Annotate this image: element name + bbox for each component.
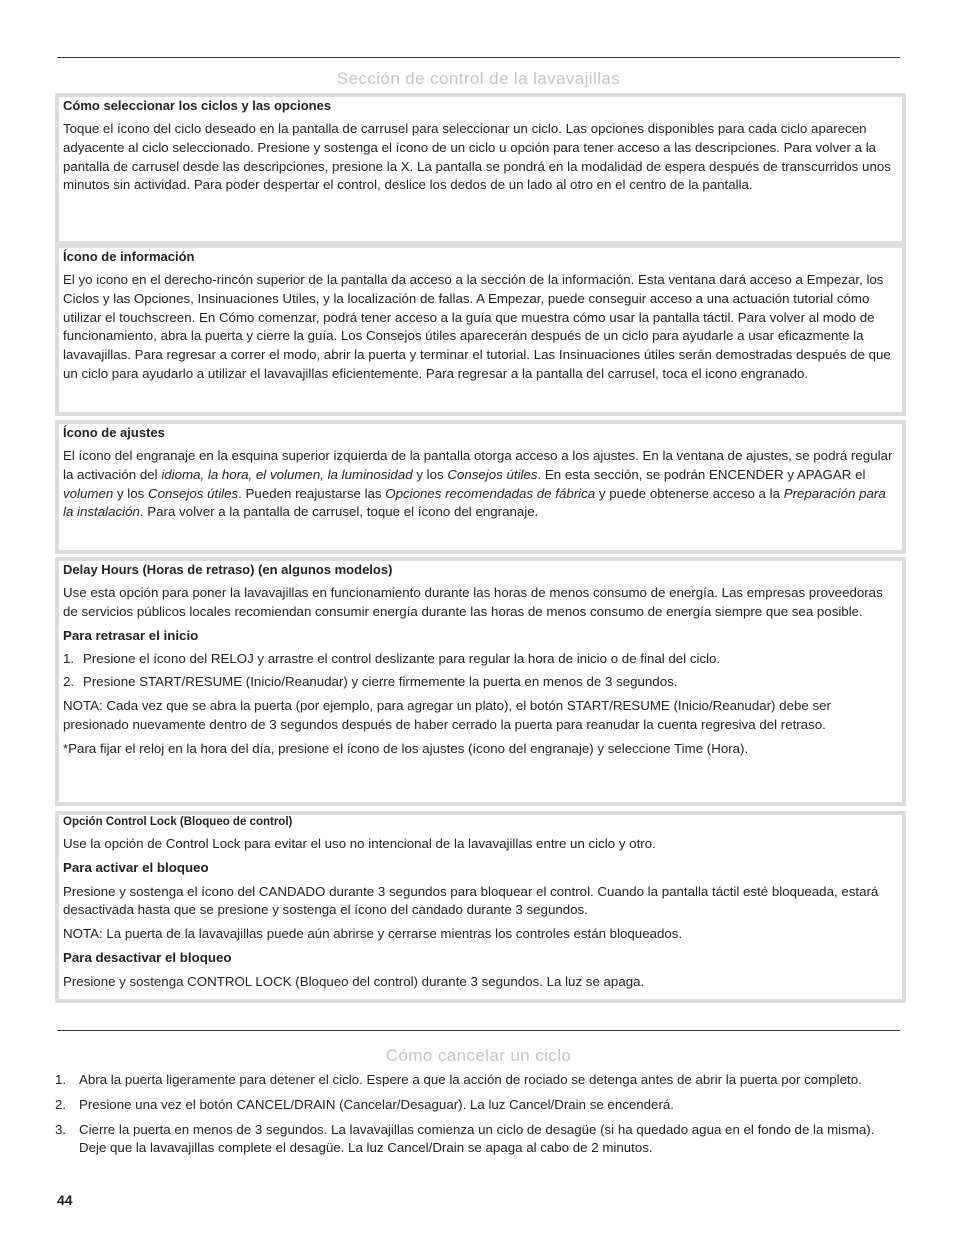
box-heading: Delay Hours (Horas de retraso) (en algunos modelos) — [63, 562, 393, 577]
delay-steps — [63, 650, 898, 692]
box-subheading: Para desactivar el bloqueo — [63, 949, 232, 965]
list-item: 1. Presione el ícono del RELOJ y arrastre el control deslizante para regular la hora de inicio o de final del ciclo. — [63, 651, 721, 667]
footnote: *Para fijar el reloj en la hora del día, presione el ícono de los ajustes (ícono del engranaje) y seleccione Time (Hora). — [63, 740, 749, 756]
list-item: 2. Presione START/RESUME (Inicio/Reanudar) y cierre firmemente la puerta en menos de 3 segundos. — [63, 674, 678, 690]
box-body: Presione y sostenga CONTROL LOCK (Bloqueo del control) durante 3 segundos. La luz se apaga. — [63, 973, 645, 989]
box-control-lock — [55, 811, 906, 1003]
note: NOTA: Cada vez que se abra la puerta (por ejemplo, para agregar un plato), el botón START/RESUME (Inicio/Reanudar) debe ser presionado nuevamente dentro de 3 segundos después de haber cerrado la puerta para reanudar la cuenta regresiva del retraso. — [63, 697, 831, 732]
box-settings-icon — [55, 420, 906, 554]
middle-rule — [57, 1030, 900, 1031]
box-heading: Opción Control Lock (Bloqueo de control) — [63, 816, 293, 828]
box-body: El yo icono en el derecho-rincón superior de la pantalla da acceso a la sección de la información. Esta ventana dará acceso a Empezar, los Ciclos y las Opciones, Insinuaciones Utiles, y la localización de fallas. A Empezar, puede conseguir acceso a una actuación tutorial cómo utilizar el touchscreen. En Cómo comenzar, podrá tener acceso a la guía que muestra cómo usar la pantalla táctil. Para volver al modo de funcionamiento, abra la puerta y cierre la guía. Los Consejos útiles aparecerán después de un ciclo para ayudarle a usar eficazmente la lavavajillas. Para regresar a correr el modo, abrir la puerta y terminar el tutorial. Las Insinuaciones útiles serán demostradas después de que un ciclo para ayudarlo a utilizar el lavavajillas eficientemente. Para regresar a la pantalla del carrusel, toca el icono engranado. — [63, 272, 891, 381]
box-info-icon — [55, 244, 906, 416]
box-heading: Ícono de ajustes — [63, 425, 165, 440]
box-delay-hours — [55, 557, 906, 806]
top-rule — [57, 57, 900, 58]
cancel-steps — [55, 1071, 900, 1164]
list-item: 1. Abra la puerta ligeramente para detener el ciclo. Espere a que la acción de rociado se detenga antes de abrir la puerta por completo. — [55, 1072, 862, 1087]
note: NOTA: La puerta de la lavavajillas puede aún abrirse y cerrarse mientras los controles están bloqueados. — [63, 926, 683, 942]
box-heading: Cómo seleccionar los ciclos y las opciones — [63, 98, 332, 113]
box-body: Presione y sostenga el ícono del CANDADO durante 3 segundos para bloquear el control. Cuando la pantalla táctil esté bloqueada, estará desactivada hasta que se presione y sostenga el ícono del candado durante 3 segundos. — [63, 883, 879, 918]
box-select-cycles — [55, 93, 906, 245]
box-body: El ícono del engranaje en la esquina superior izquierda de la pantalla otorga acceso a los ajustes. En la ventana de ajustes, se podrá regular la activación del idioma, la hora, el volumen, la luminosidad y los Consejos útiles. En esta sección, se podrán ENCENDER y APAGAR el volumen y los Consejos útiles. Pueden reajustarse las Opciones recomendadas de fábrica y puede obtenerse acceso a la Preparación para la instalación. Para volver a la pantalla de carrusel, toque el ícono del engranaje. — [63, 448, 893, 520]
box-body: Use esta opción para poner la lavavajillas en funcionamiento durante las horas de menos consumo de energía. Las empresas proveedoras de servicios públicos locales recomiendan consumir energía durante las horas de menos consumo de energía siempre que sea posible. — [63, 585, 883, 619]
section-title-control: Sección de control de la lavavajillas — [336, 69, 621, 88]
page-number: 44 — [57, 1192, 73, 1208]
box-subheading: Para retrasar el inicio — [63, 627, 199, 643]
box-body: Toque el ícono del ciclo deseado en la pantalla de carrusel para seleccionar un ciclo. Las opciones disponibles para cada ciclo aparecen adyacente al ciclo seleccionado. Presione y sostenga el ícono de un ciclo u opción para tener acceso a las descripciones. Para volver a la pantalla de carrusel desde las descripciones, presione la X. La pantalla se pondrá en la modalidad de espera después de transcurridos unos minutos sin actividad. Para poder despertar el control, deslice los dedos de un lado al otro en el centro de la pantalla. — [63, 121, 891, 193]
list-item: 2. Presione una vez el botón CANCEL/DRAIN (Cancelar/Desaguar). La luz Cancel/Drain se encenderá. — [55, 1096, 674, 1112]
box-heading: Ícono de información — [63, 249, 195, 264]
box-body: Use la opción de Control Lock para evitar el uso no intencional de la lavavajillas entre un ciclo y otro. — [63, 836, 656, 851]
box-subheading: Para activar el bloqueo — [63, 859, 209, 875]
list-item: 3. Cierre la puerta en menos de 3 segundos. La lavavajillas comienza un ciclo de desagüe (si ha quedado agua en el fondo de la misma). Deje que la lavavajillas complete el desagüe. La luz Cancel/Drain se apaga al cabo de 2 minutos. — [55, 1121, 875, 1156]
section-title-cancel: Cómo cancelar un ciclo — [385, 1046, 572, 1065]
